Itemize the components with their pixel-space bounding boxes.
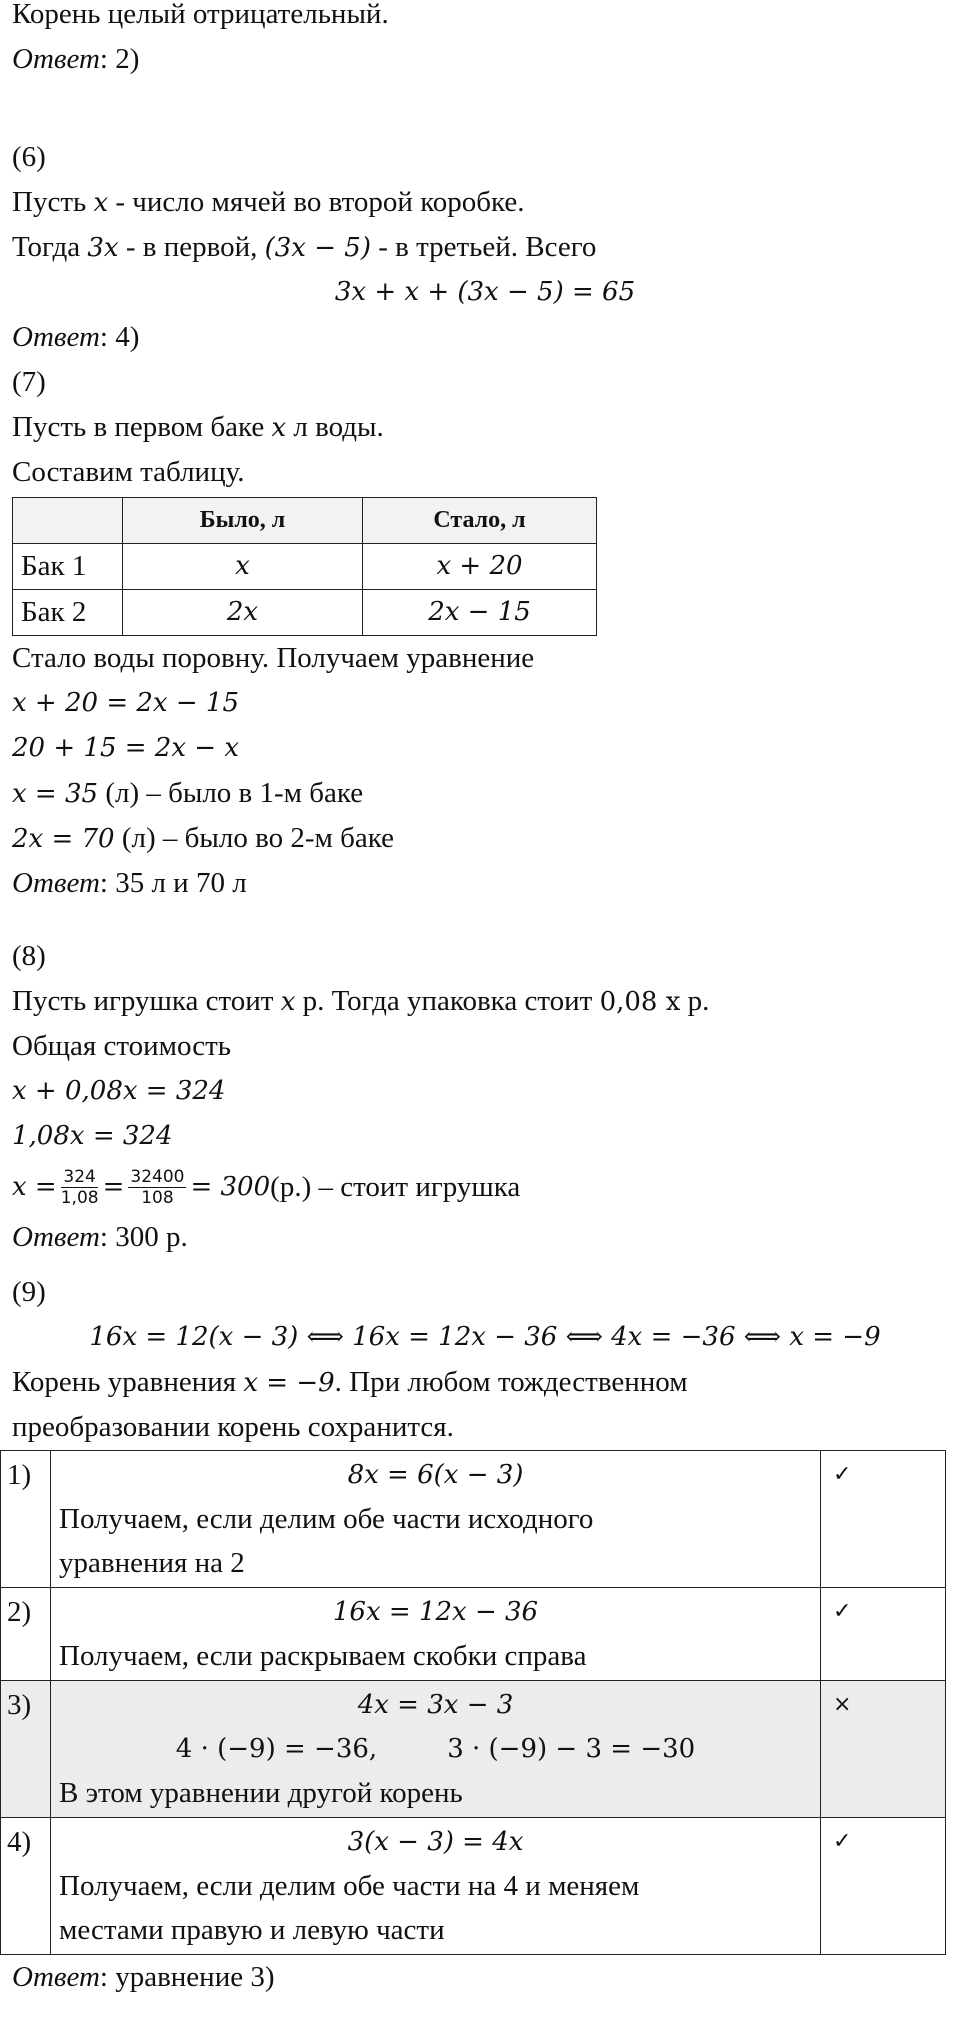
row-number: 4) — [1, 1818, 51, 1955]
row-content — [51, 1588, 821, 1681]
row-content — [51, 1451, 821, 1588]
equation: x + 0,08x = 324 — [12, 1076, 226, 1106]
problem-number: (9) — [12, 1276, 46, 1308]
text-line: Корень уравнения x = −9. При любом тождественном — [12, 1366, 688, 1398]
row-content — [51, 1818, 821, 1955]
table-cell: Бак 2 — [13, 590, 123, 636]
answer-line — [12, 37, 958, 82]
text-line: Тогда 3x - в первой, (3x − 5) - в третьей. Всего — [12, 231, 597, 263]
table-cell: 2x — [123, 590, 363, 636]
answer-value: : 35 л и 70 л — [99, 867, 247, 899]
answer-label: Ответ — [12, 1221, 100, 1253]
answer-label: Ответ — [12, 43, 100, 75]
problem-number: (7) — [12, 366, 46, 398]
text-line: Корень целый отрицательный. — [12, 0, 389, 30]
explanation: местами правую и левую части — [59, 1914, 445, 1946]
answer-line — [12, 1215, 958, 1260]
answer-value: : 300 р. — [99, 1221, 188, 1253]
text-line: преобразовании корень сохранится. — [12, 1411, 454, 1443]
equation: 16x = 12x − 36 — [332, 1597, 539, 1627]
answer-line — [12, 1955, 958, 2000]
equation: 8x = 6(x − 3) — [347, 1460, 524, 1490]
check-icon: ✓ — [821, 1588, 946, 1681]
text-line: Пусть в первом баке x л воды. — [12, 411, 384, 443]
explanation: В этом уравнении другой корень — [59, 1777, 463, 1809]
table-cell: x + 20 — [363, 544, 597, 590]
water-table — [12, 497, 597, 636]
root-check: 4 · (−9) = −36, 3 · (−9) − 3 = −30 — [175, 1734, 696, 1764]
equation: 20 + 15 = 2x − x — [12, 733, 239, 763]
cross-icon: × — [821, 1681, 946, 1818]
fraction: $\frac{324}{1,08}$ — [60, 1166, 99, 1208]
equation-chain: 16x = 12(x − 3) ⟺ 16x = 12x − 36 ⟺ 4x = −36 ⟺ x = −9 — [89, 1322, 881, 1352]
check-icon: ✓ — [821, 1818, 946, 1955]
table-header: Было, л — [123, 498, 363, 544]
table-row — [13, 544, 597, 590]
equation: 3x + x + (3x − 5) = 65 — [334, 277, 636, 307]
row-number: 3) — [1, 1681, 51, 1818]
solution-page — [7, 0, 958, 2000]
explanation: Получаем, если делим обе части на 4 и меняем — [59, 1870, 640, 1902]
row-number: 2) — [1, 1588, 51, 1681]
table-header — [13, 498, 123, 544]
answer-value: : уравнение 3) — [99, 1961, 275, 1993]
equation: 4x = 3x − 3 — [357, 1690, 514, 1720]
table-header-row — [13, 498, 597, 544]
answer-value: : 4) — [99, 321, 140, 353]
table-cell: Бак 1 — [13, 544, 123, 590]
row-content — [51, 1681, 821, 1818]
explanation: Получаем, если раскрываем скобки справа — [59, 1640, 587, 1672]
table-row — [1, 1818, 946, 1955]
explanation: уравнения на 2 — [59, 1547, 245, 1579]
equation-fraction-line: x = $\frac{324}{1,08}$ = $\frac{32400}{108}$ = 300 (р.) – стоит игрушка — [12, 1166, 521, 1208]
fraction: $\frac{32400}{108}$ — [130, 1166, 185, 1208]
row-number: 1) — [1, 1451, 51, 1588]
table-cell: x — [123, 544, 363, 590]
equations-table — [0, 1450, 946, 1955]
check-icon: ✓ — [821, 1451, 946, 1588]
equation: 3(x − 3) = 4x — [347, 1827, 524, 1857]
equation: x + 20 = 2x − 15 — [12, 688, 239, 718]
table-header: Стало, л — [363, 498, 597, 544]
table-row — [1, 1681, 946, 1818]
answer-line — [12, 861, 958, 906]
text-line: Общая стоимость — [12, 1030, 232, 1062]
equation: 1,08x = 324 — [12, 1121, 173, 1151]
text-line: Стало воды поровну. Получаем уравнение — [12, 642, 535, 674]
equation: 2x = 70 (л) – было во 2-м баке — [12, 822, 394, 854]
table-cell: 2x − 15 — [363, 590, 597, 636]
table-row — [13, 590, 597, 636]
text-line: Пусть игрушка стоит x р. Тогда упаковка стоит 0,08 x р. — [12, 985, 710, 1017]
answer-label: Ответ — [12, 867, 100, 899]
text-line: Составим таблицу. — [12, 456, 245, 488]
answer-label: Ответ — [12, 1961, 100, 1993]
problem-number: (8) — [12, 940, 46, 972]
table-row — [1, 1451, 946, 1588]
equation: x = 35 (л) – было в 1-м баке — [12, 777, 364, 809]
explanation: Получаем, если делим обе части исходного — [59, 1503, 594, 1535]
answer-line — [12, 315, 958, 360]
text-line: Пусть x - число мячей во второй коробке. — [12, 186, 525, 218]
answer-value: : 2) — [99, 43, 140, 75]
problem-number: (6) — [12, 141, 46, 173]
table-row — [1, 1588, 946, 1681]
answer-label: Ответ — [12, 321, 100, 353]
